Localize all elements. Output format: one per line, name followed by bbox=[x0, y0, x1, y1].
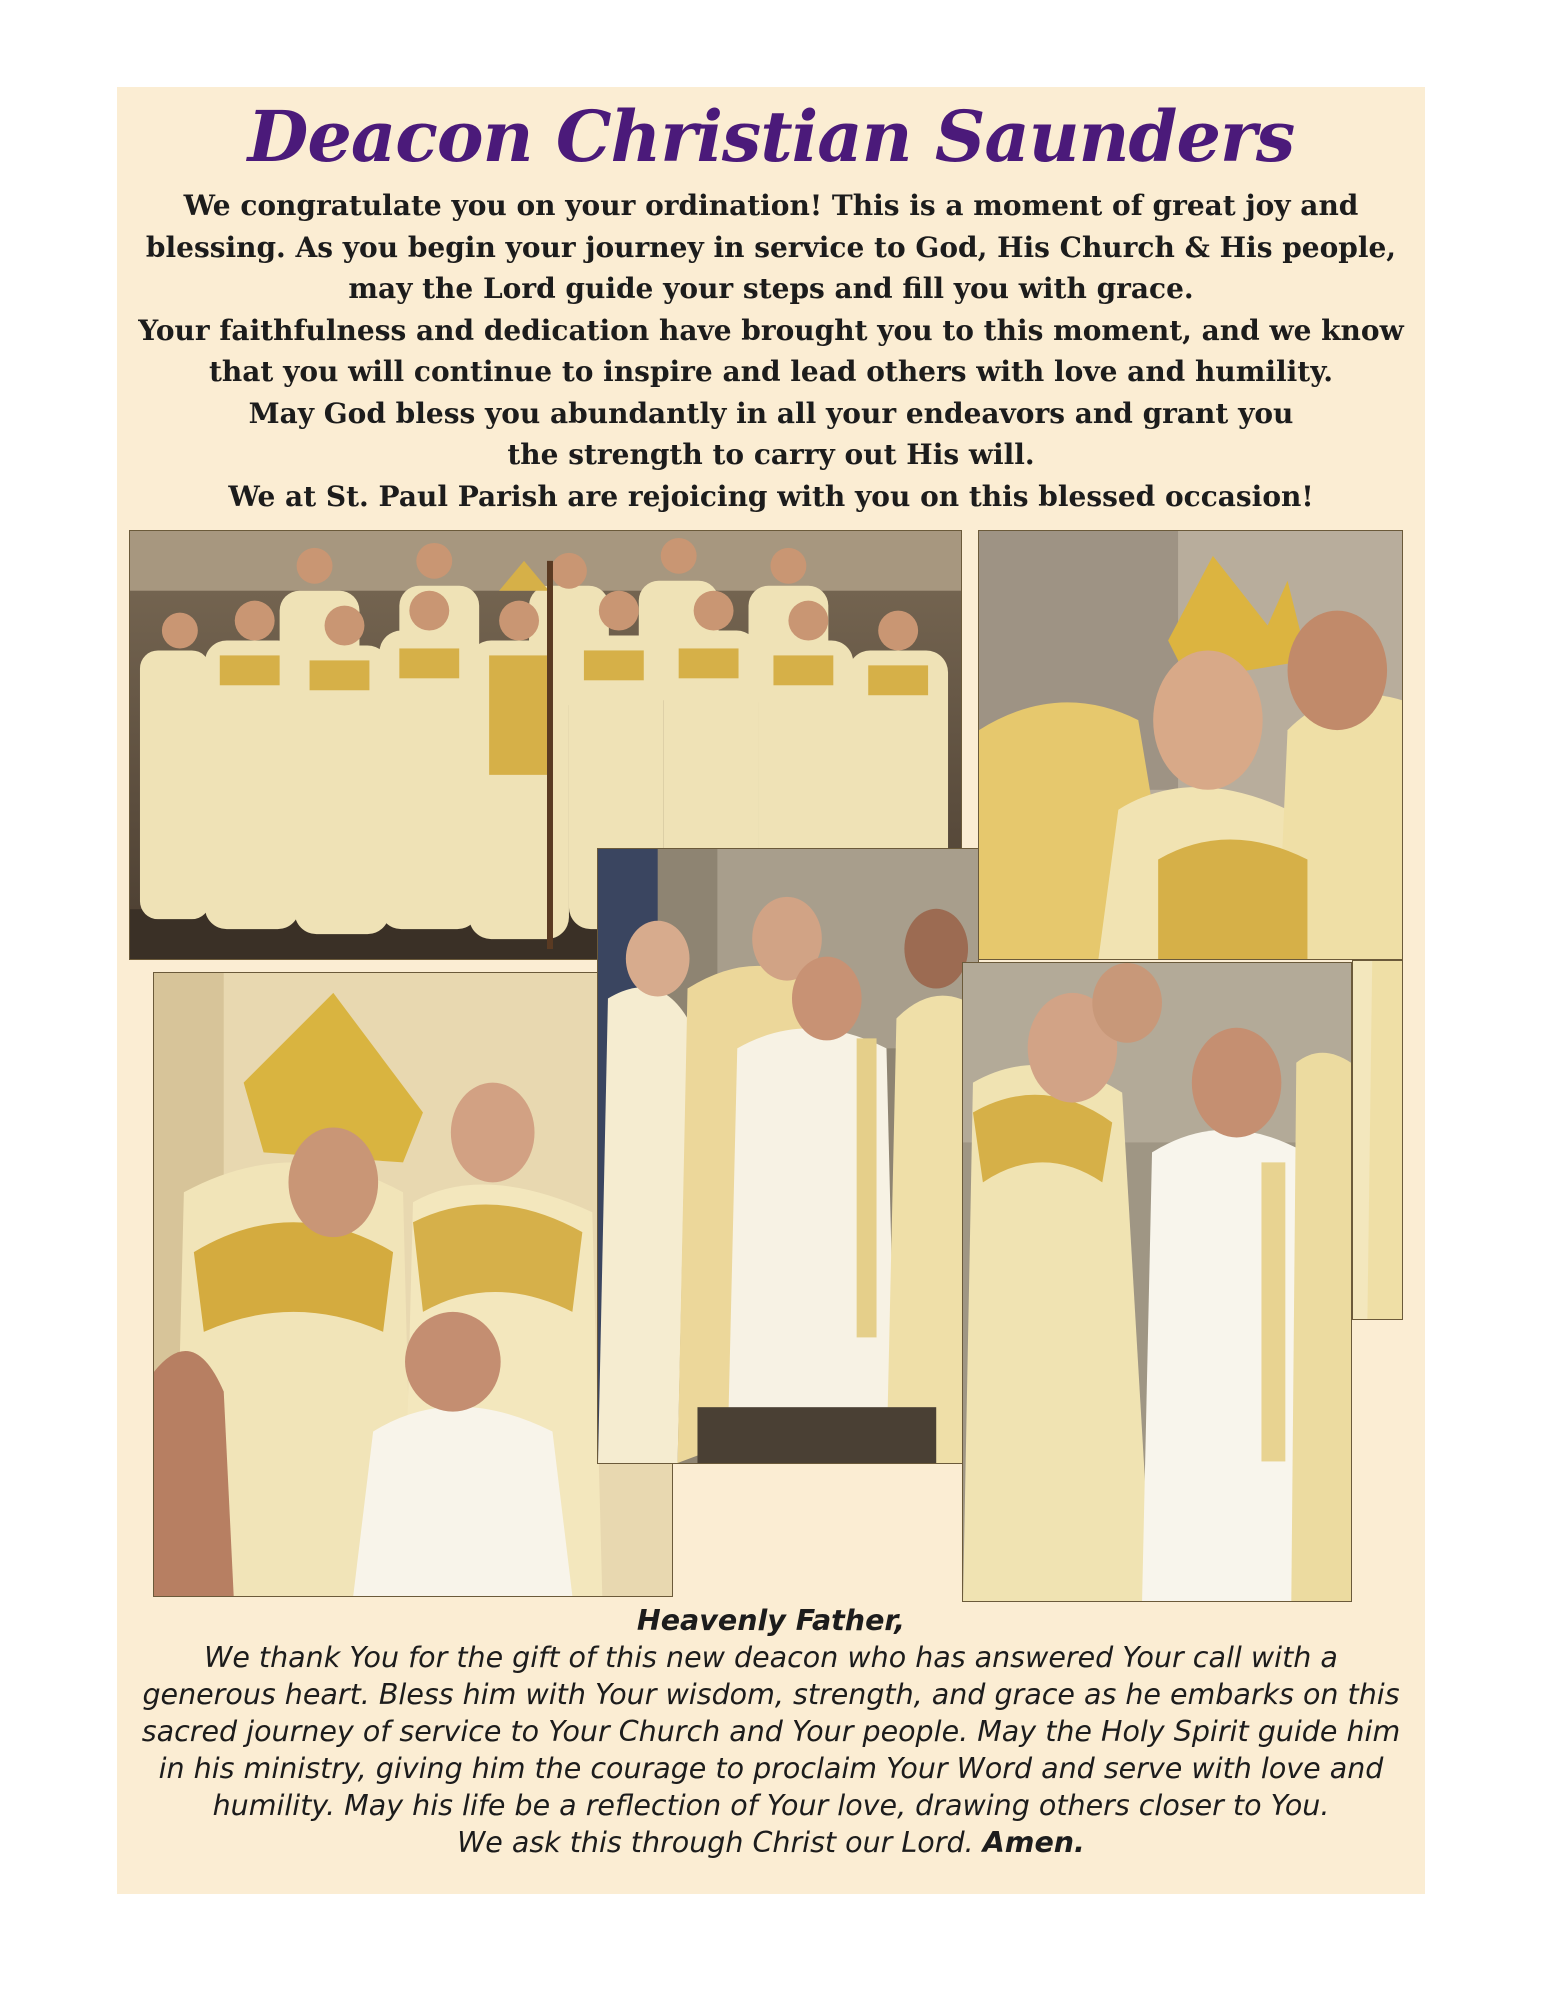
bishop-embrace-photo bbox=[978, 530, 1403, 960]
prayer-closing-line bbox=[117, 1824, 1425, 1861]
stole-photo bbox=[962, 962, 1352, 1602]
intro-line: that you will continue to inspire and lead others with love and humility. bbox=[208, 355, 1334, 388]
prayer-line: in his ministry, giving him the courage to proclaim Your Word and serve with love and bbox=[158, 1752, 1384, 1785]
prayer-line: We thank You for the gift of this new deacon who has answered Your call with a bbox=[204, 1641, 1338, 1674]
prayer-line: sacred journey of service to Your Church and Your people. May the Holy Spirit guide him bbox=[141, 1715, 1401, 1748]
congratulations-message bbox=[117, 185, 1425, 517]
prayer-text bbox=[117, 1602, 1425, 1861]
page-title: Deacon Christian Saunders bbox=[247, 95, 1295, 178]
intro-line: May God bless you abundantly in all your endeavors and grant you bbox=[248, 396, 1294, 430]
flyer-page bbox=[117, 87, 1425, 1894]
intro-line: We congratulate you on your ordination! This is a moment of great joy and bbox=[183, 189, 1359, 222]
prayer-line: humility. May his life be a reflection of Your love, drawing others closer to You. bbox=[212, 1789, 1330, 1822]
intro-line: the strength to carry out His will. bbox=[507, 438, 1035, 471]
prayer-line: generous heart. Bless him with Your wisdom, strength, and grace as he embarks on this bbox=[142, 1678, 1400, 1711]
prayer-closing: We ask this through Christ our Lord. bbox=[457, 1826, 983, 1859]
intro-line: blessing. As you begin your journey in service to God, His Church & His people, bbox=[145, 230, 1397, 264]
intro-line: may the Lord guide your steps and fill you with grace. bbox=[348, 272, 1194, 305]
laying-on-of-hands-photo bbox=[153, 972, 673, 1597]
embrace-photo-lower bbox=[1352, 960, 1403, 1320]
intro-line: Your faithfulness and dedication have brought you to this moment, and we know bbox=[138, 313, 1404, 347]
vesting-photo bbox=[597, 848, 979, 1464]
intro-line: We at St. Paul Parish are rejoicing with you on this blessed occasion! bbox=[228, 479, 1314, 513]
amen-text: Amen. bbox=[982, 1826, 1085, 1859]
prayer-heading: Heavenly Father, bbox=[636, 1604, 906, 1637]
